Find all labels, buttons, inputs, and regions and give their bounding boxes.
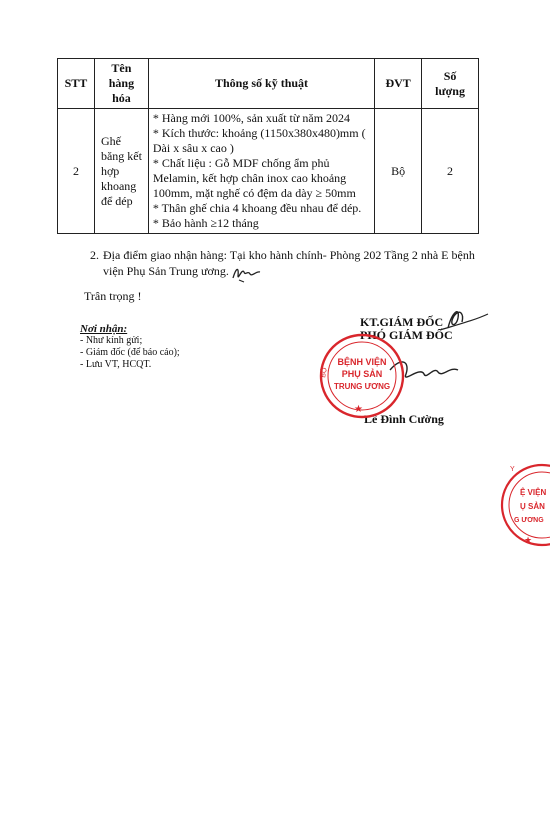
cell-product-name: Ghế băng kết hợp khoang để dép	[94, 109, 148, 234]
cell-specs	[148, 109, 374, 234]
signer-name: Lê Đình Cường	[364, 412, 444, 426]
header-stt: STT	[58, 59, 95, 109]
header-product-name: Tên hàng hóa	[94, 59, 148, 109]
recipient-item: - Giám đốc (để báo cáo);	[80, 347, 180, 358]
svg-text:★: ★	[524, 536, 533, 546]
cell-quantity: 2	[422, 109, 479, 234]
spec-line: * Chất liệu : Gỗ MDF chống ẩm phủ	[152, 156, 330, 170]
closing-regards: Trân trọng !	[84, 289, 142, 303]
spec-line: * Hàng mới 100%, sản xuất từ năm 2024	[152, 111, 351, 125]
header-quantity: Số lượng	[422, 59, 479, 109]
delivery-line-2: viện Phụ Sản Trung ương.	[103, 264, 229, 278]
signature-title: KT.GIÁM ĐỐC	[360, 315, 444, 329]
recipients-title: Nơi nhận:	[80, 323, 128, 335]
spec-line: * Kích thước: khoảng (1150x380x480)mm (	[152, 126, 366, 140]
delivery-location	[90, 247, 485, 279]
header-unit: ĐVT	[375, 59, 422, 109]
partial-seal-stamp-icon	[480, 455, 550, 555]
cell-unit: Bộ	[375, 109, 422, 234]
delivery-line-1: Địa điểm giao nhận hàng: Tại kho hành chính- Phòng 202 Tầng 2 nhà E bệnh	[103, 248, 475, 262]
table-header-row	[58, 59, 479, 109]
header-specs: Thông số kỹ thuật	[148, 59, 374, 109]
edge-seal-line-3: G ƯƠNG	[514, 517, 544, 524]
edge-seal-line-2: Ụ SẢN	[520, 502, 545, 511]
seal-line-2: PHỤ SẢN	[341, 369, 383, 379]
seal-line-3: TRUNG ƯƠNG	[333, 382, 391, 391]
svg-text:★: ★	[354, 404, 363, 415]
spec-line: * Thân ghế chia 4 khoang đều nhau để dép.	[152, 201, 362, 215]
edge-seal-top: Y	[510, 466, 515, 473]
seal-line-1: BỆNH VIỆN	[337, 357, 387, 367]
edge-seal-line-1: Ệ VIỆN	[520, 488, 547, 497]
spec-line: Melamin, kết hợp chân inox cao khoảng	[152, 171, 347, 185]
spec-table	[57, 58, 479, 234]
cell-stt: 2	[58, 109, 95, 234]
hospital-seal-stamp-icon	[318, 332, 406, 420]
signature-subtitle: PHÓ GIÁM ĐỐC	[360, 328, 453, 342]
table-row	[58, 109, 479, 234]
recipient-item: - Như kính gửi;	[80, 335, 143, 346]
spec-line: 100mm, mặt nghế có đệm da dày ≥ 50mm	[152, 186, 356, 200]
spec-line: Dài x sâu x cao )	[152, 141, 234, 155]
delivery-number: 2.	[90, 248, 99, 262]
spec-line: * Bảo hành ≥12 tháng	[152, 216, 259, 230]
seal-side-text: BỘ	[320, 367, 329, 379]
recipient-item: - Lưu VT, HCQT.	[80, 359, 152, 370]
initials-signature-icon	[230, 262, 262, 284]
recipients-block	[80, 323, 180, 371]
